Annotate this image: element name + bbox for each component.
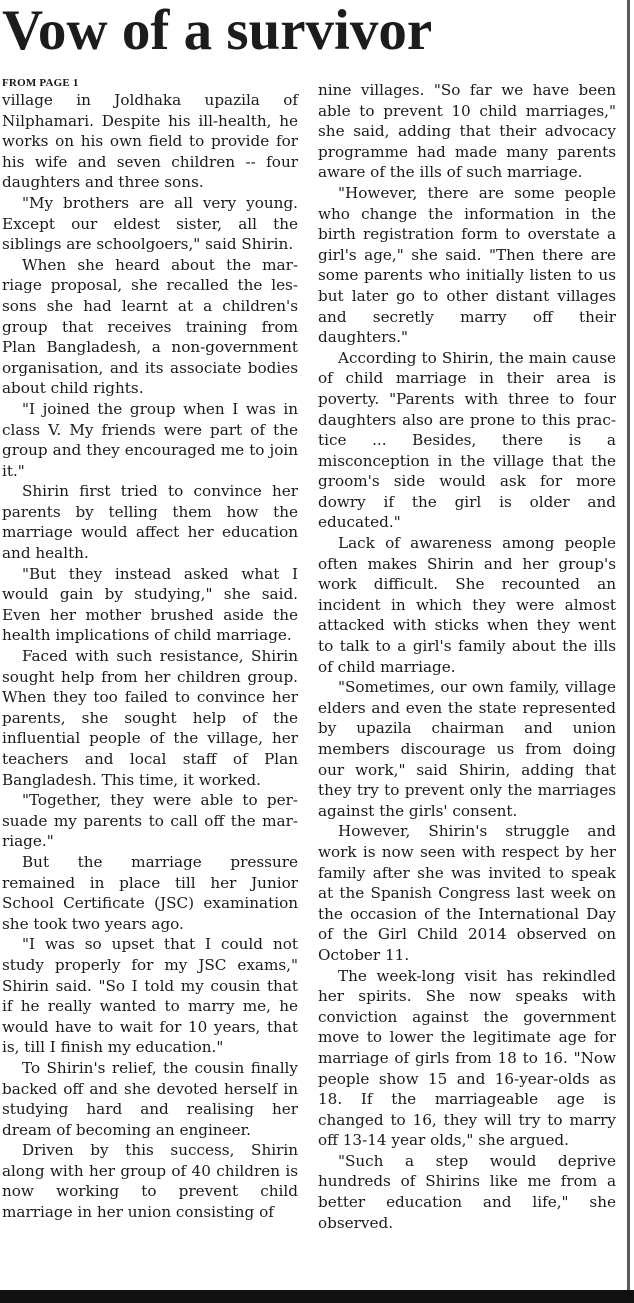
paragraph: To Shirin's relief, the cousin finally backed off and she devoted herself in studying hard and realising her dream of becoming an engineer. — [2, 1058, 298, 1139]
headline: Vow of a survivor — [2, 0, 433, 62]
paragraph: "However, there are some people who change the information in the birth registration form to overstate a girl's age," she said. "Then there are some parents who initially listen to us but later go to other distant villages and secretly marry off their daughters." — [318, 183, 616, 347]
paragraph: "Sometimes, our own family, village elders and even the state represented by upazila chairman and union members discourage us from doing our work," said Shirin, adding that they try to prevent only the marriages against the girls' consent. — [318, 678, 616, 820]
paragraph: nine villages. "So far we have been able to prevent 10 child marriages," she said, adding that their advocacy programme had made many parents aware of the ills of such marriage. — [318, 81, 616, 182]
paragraph: "I was so upset that I could not study properly for my JSC exams," Shirin said. "So I told my cousin that if he really wanted to marry me, he would have to wait for 10 years, that is, till I finish my education." — [2, 935, 298, 1057]
paragraph: "I joined the group when I was in class V. My friends were part of the group and they encouraged me to join it." — [2, 399, 298, 480]
paragraph: "But they instead asked what I would gain by studying," she said. Even her mother brushed aside the health implications of child marriage. — [2, 564, 298, 645]
paragraph: However, Shirin's struggle and work is now seen with respect by her family after she was invited to speak at the Spanish Congress last week on the occasion of the International Day of the Girl Child 2014 observed on October 11. — [318, 822, 616, 964]
paragraph: Faced with such resistance, Shirin sought help from her children group. When they too failed to convince her parents, she sought help of the influential people of the village, her teachers and local staff of Plan Bangladesh. This time, it worked. — [2, 647, 298, 789]
article-column-left — [2, 76, 298, 1223]
page-bottom-bar — [0, 1290, 634, 1303]
paragraph: Lack of awareness among people often makes Shirin and her group's work difficult. She recounted an incident in which they were almost attacked with sticks when they went to talk to a girl's family about the ills of child marriage. — [318, 534, 616, 676]
paragraph: The week-long visit has rekindled her spirits. She now speaks with conviction against the government move to lower the legitimate age for marriage of girls from 18 to 16. "Now people show 15 and 16-year-olds as 18. If the marriageable age is changed to 16, they will try to marry off 13-14 year olds," she argued. — [318, 966, 616, 1150]
paragraph: Driven by this success, Shirin along with her group of 40 children is now working to prevent child marriage in her union consisting of — [2, 1141, 298, 1222]
paragraph: According to Shirin, the main cause of child marriage in their area is poverty. "Parents with three to four daughters also are prone to this practice ... Besides, there is a misconception in the village that the groom's side would ask for more dowry if the girl is older and educated." — [318, 348, 616, 532]
paragraph: When she heard about the marriage proposal, she recalled the lessons she had learnt at a children's group that receives training from Plan Bangladesh, a non-government organisation, and its associate bodies about child rights. — [2, 255, 298, 398]
page-edge-rule — [627, 0, 630, 1290]
paragraph: "Such a step would deprive hundreds of Shirins like me from a better education and life," she observed. — [318, 1151, 616, 1232]
paragraph: But the marriage pressure remained in place till her Junior School Certificate (JSC) examination she took two years ago. — [2, 852, 298, 933]
dateline: FROM PAGE 1 — [2, 77, 79, 89]
paragraph: "Together, they were able to persuade my parents to call off the marriage." — [2, 791, 298, 851]
article-column-right — [318, 80, 616, 1233]
paragraph: village in Joldhaka upazila of Nilphamari. Despite his ill-health, he works on his own field to provide for his wife and seven children -- four daughters and three sons. — [2, 91, 298, 192]
paragraph: "My brothers are all very young. Except our eldest sister, all the siblings are schoolgoers," said Shirin. — [2, 193, 298, 254]
paragraph: Shirin first tried to convince her parents by telling them how the marriage would affect her education and health. — [2, 482, 298, 563]
